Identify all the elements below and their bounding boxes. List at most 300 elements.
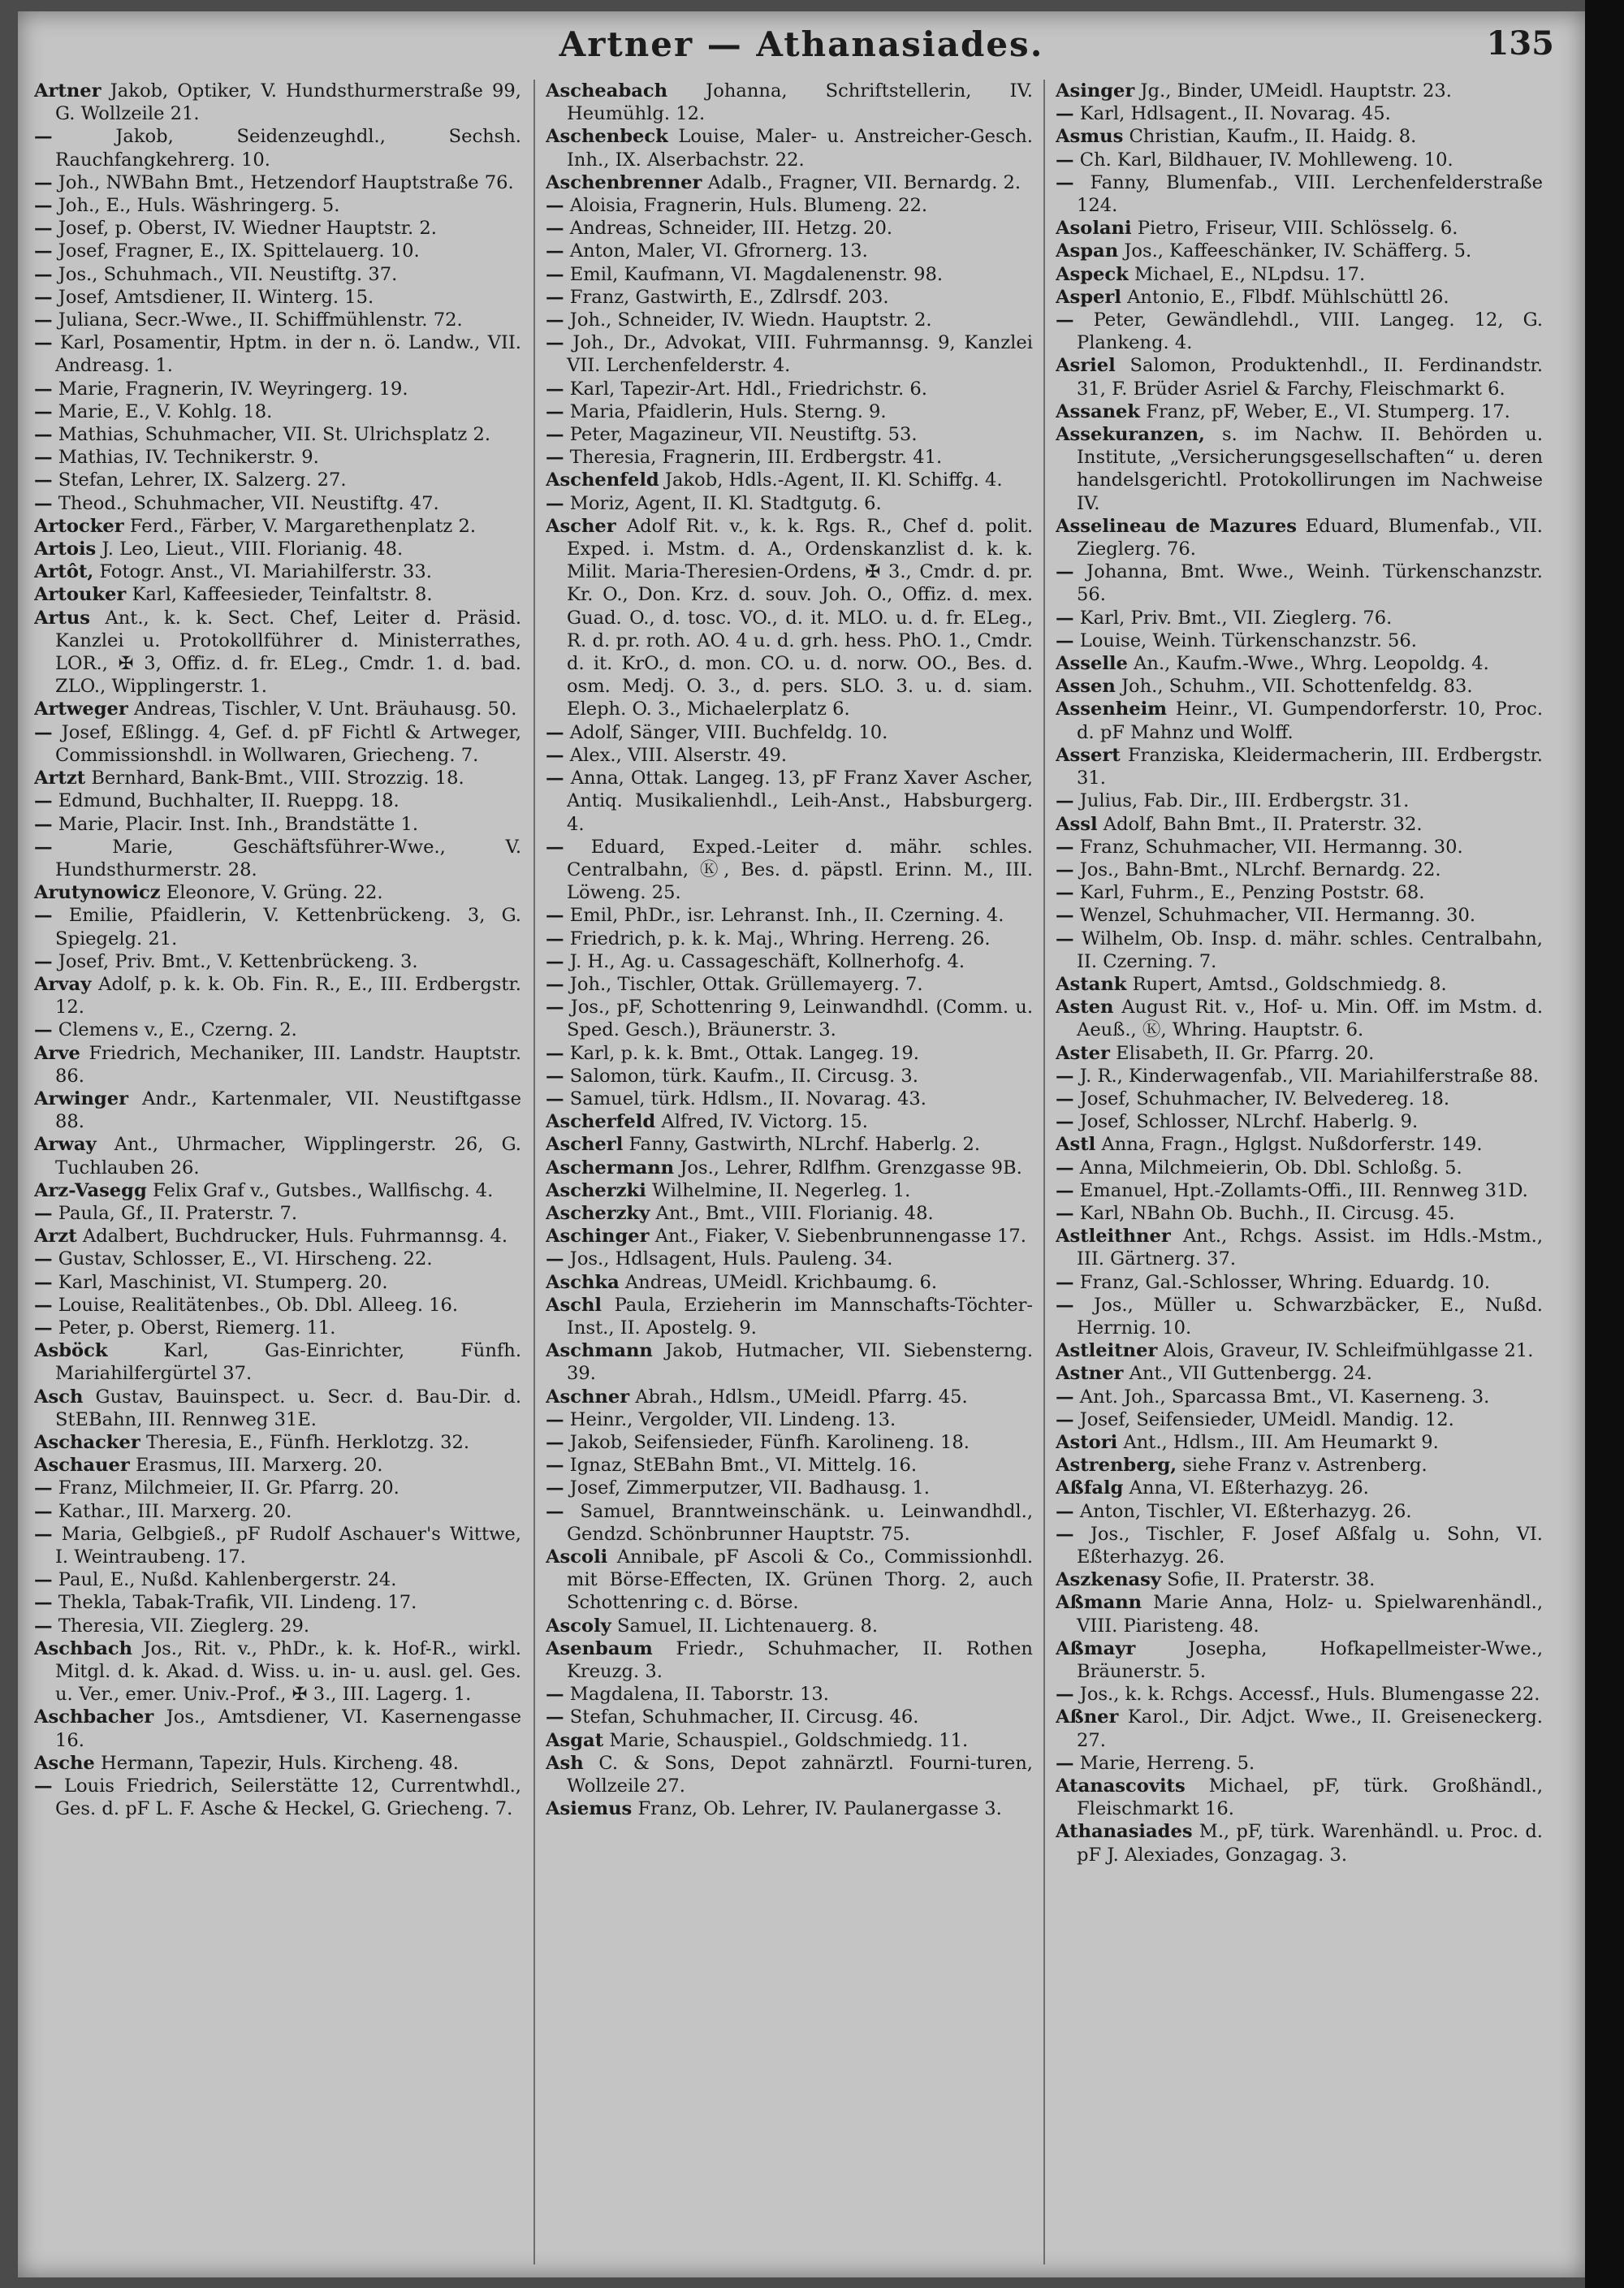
directory-entry	[546, 263, 1033, 286]
entry-name: —	[546, 1248, 564, 1270]
directory-entry	[34, 400, 521, 423]
directory-entry	[34, 1042, 521, 1088]
entry-name: —	[1056, 882, 1074, 904]
entry-text: Fanny, Gastwirth, NLrchf. Haberlg. 2.	[628, 1134, 980, 1156]
entry-text: Friedr., Schuhmacher, II. Rothen Kreuzg. 3.	[567, 1637, 1033, 1683]
directory-entry	[546, 744, 1033, 767]
entry-text: Josef, Zimmerputzer, VII. Badhausg. 1.	[569, 1477, 930, 1499]
entry-name: —	[34, 721, 53, 743]
directory-entry	[546, 1431, 1033, 1454]
directory-entry	[546, 1637, 1033, 1683]
entry-name: Aßmann	[1056, 1592, 1142, 1614]
directory-entry	[34, 721, 521, 767]
entry-name: —	[34, 126, 53, 148]
entry-text: Anna, Fragn., Hglgst. Nußdorferstr. 149.	[1101, 1134, 1483, 1156]
entry-text: Rupert, Amtsd., Goldschmiedg. 8.	[1132, 973, 1447, 995]
entry-text: Theresia, E., Fünfh. Herklotzg. 32.	[145, 1431, 470, 1453]
entry-name: Arzt	[34, 1226, 77, 1248]
entry-text: Paula, Gf., II. Praterstr. 7.	[58, 1202, 298, 1224]
entry-text: Franz, Schuhmacher, VII. Hermanng. 30.	[1079, 836, 1463, 858]
entry-text: Franz, Gastwirth, E., Zdlrsdf. 203.	[569, 286, 889, 308]
entry-name: Aschenbeck	[546, 126, 668, 148]
entry-text: Ant., k. k. Sect. Chef, Leiter d. Präsid. Kanzlei u. Protokollführer d. Ministerrathes, LOR., ✠ 3, Offiz. d. fr. ELeg., Cmdr. 1. d. bad. ZLO., Wipplingerstr. 1.	[55, 607, 521, 698]
entry-name: Arutynowicz	[34, 882, 161, 904]
entry-text: Kathar., III. Marxerg. 20.	[58, 1500, 292, 1522]
directory-entry	[546, 1339, 1033, 1385]
entry-name: —	[546, 1431, 564, 1453]
entry-name: Asch	[34, 1386, 84, 1408]
entry-name: —	[546, 1706, 564, 1728]
directory-entry	[1056, 1157, 1543, 1179]
directory-entry	[1056, 652, 1543, 675]
entry-text: Franz, Milchmeier, II. Gr. Pfarrg. 20.	[58, 1477, 400, 1499]
entry-name: —	[546, 195, 564, 217]
entry-text: Anton, Maler, VI. Gfrornerg. 13.	[569, 240, 868, 262]
entry-text: Alex., VIII. Alserstr. 49.	[569, 744, 788, 766]
entry-text: Marie, Schauspiel., Goldschmiedg. 11.	[609, 1729, 969, 1751]
directory-entry	[34, 1088, 521, 1133]
entry-text: Maria, Gelbgieß., pF Rudolf Aschauer's Wittwe, I. Weintraubeng. 17.	[55, 1523, 521, 1568]
directory-entry	[34, 492, 521, 515]
entry-text: Marie, Fragnerin, IV. Weyringerg. 19.	[58, 378, 408, 400]
page-number: 135	[1486, 24, 1554, 63]
entry-name: Atanascovits	[1056, 1775, 1186, 1797]
directory-entry	[1056, 309, 1543, 354]
entry-name: Aschenfeld	[546, 469, 659, 491]
directory-entry	[546, 423, 1033, 446]
entry-text: Samuel, türk. Hdlsm., II. Novarag. 43.	[569, 1088, 926, 1109]
directory-entry	[546, 469, 1033, 491]
entry-name: —	[1056, 1752, 1074, 1774]
entry-name: Aschenbrenner	[546, 171, 702, 193]
entry-name: Artois	[34, 538, 97, 560]
directory-entry	[1056, 881, 1543, 904]
entry-name: Asten	[1056, 997, 1114, 1019]
entry-name: —	[1056, 1684, 1074, 1706]
directory-entry	[34, 1454, 521, 1477]
entry-name: Artôt,	[34, 561, 94, 583]
entry-text: Stefan, Lehrer, IX. Salzerg. 27.	[58, 469, 347, 491]
entry-name: —	[34, 1271, 53, 1293]
entry-text: Louise, Weinh. Türkenschanzstr. 56.	[1079, 629, 1417, 651]
entry-name: Aschinger	[546, 1226, 650, 1248]
entry-text: Eduard, Blumenfab., VII. Zieglerg. 76.	[1077, 515, 1543, 560]
directory-entry	[34, 836, 521, 881]
entry-text: Karl, Tapezir-Art. Hdl., Friedrichstr. 6.	[569, 378, 927, 400]
directory-entry	[34, 515, 521, 538]
directory-entry	[1056, 286, 1543, 309]
entry-name: —	[546, 721, 564, 743]
directory-entry	[1056, 1408, 1543, 1431]
entry-text: Sofie, II. Praterstr. 38.	[1167, 1569, 1376, 1591]
directory-entry	[1056, 1225, 1543, 1270]
directory-entry	[1056, 607, 1543, 629]
entry-text: Joh., Dr., Advokat, VIII. Fuhrmannsg. 9, Kanzlei VII. Lerchenfelderstr. 4.	[567, 332, 1033, 377]
directory-entry	[1056, 400, 1543, 423]
directory-entry	[1056, 125, 1543, 148]
directory-entry	[34, 286, 521, 309]
entry-text: Edmund, Buchhalter, II. Rueppg. 18.	[58, 790, 400, 812]
entry-name: Asiemus	[546, 1798, 633, 1820]
entry-name: —	[546, 1408, 564, 1430]
entry-name: —	[1056, 1065, 1074, 1087]
entry-name: —	[546, 997, 564, 1019]
entry-text: Theresia, Fragnerin, III. Erdbergstr. 41.	[569, 447, 943, 469]
entry-text: Peter, p. Oberst, Riemerg. 11.	[58, 1317, 336, 1339]
entry-text: Ant., Fiaker, V. Siebenbrunnengasse 17.	[654, 1226, 1026, 1248]
entry-name: Ascherzky	[546, 1202, 650, 1224]
directory-entry	[1056, 102, 1543, 125]
directory-entry	[1056, 1431, 1543, 1454]
directory-entry	[1056, 240, 1543, 262]
directory-entry	[34, 446, 521, 469]
directory-entry	[546, 515, 1033, 721]
directory-entry	[34, 217, 521, 240]
entry-text: Magdalena, II. Taborstr. 13.	[569, 1684, 829, 1706]
directory-entry	[34, 1248, 521, 1270]
entry-name: Aster	[1056, 1042, 1110, 1064]
entry-text: Anton, Tischler, VI. Eßterhazyg. 26.	[1079, 1500, 1412, 1522]
entry-name: —	[34, 492, 53, 514]
directory-entry	[34, 378, 521, 400]
entry-name: Ascherl	[546, 1134, 624, 1156]
entry-text: Josef, p. Oberst, IV. Wiedner Hauptstr. 2.	[58, 218, 437, 240]
entry-text: Anna, Milchmeierin, Ob. Dbl. Schloßg. 5.	[1079, 1157, 1462, 1179]
entry-text: Jg., Binder, UMeidl. Hauptstr. 23.	[1140, 80, 1452, 102]
directory-entry	[546, 928, 1033, 950]
entry-name: Asselle	[1056, 653, 1128, 675]
entry-name: Aschauer	[34, 1455, 130, 1477]
directory-entry	[1056, 1706, 1543, 1751]
entry-name: Aszkenasy	[1056, 1569, 1162, 1591]
entry-text: Samuel, Branntweinschänk. u. Leinwandhdl., Gendzd. Schönbrunner Hauptstr. 75.	[567, 1500, 1033, 1545]
directory-entry	[546, 1797, 1033, 1820]
directory-entry	[34, 1775, 521, 1820]
entry-name: —	[34, 469, 53, 491]
entry-name: Artocker	[34, 515, 124, 537]
entry-name: Astleitner	[1056, 1340, 1158, 1362]
entry-text: Theresia, VII. Zieglerg. 29.	[58, 1615, 310, 1637]
entry-text: Adalb., Fragner, VII. Bernardg. 2.	[707, 171, 1021, 193]
entry-text: Mathias, Schuhmacher, VII. St. Ulrichsplatz 2.	[58, 424, 491, 446]
entry-text: Heinr., Vergolder, VII. Lindeng. 13.	[569, 1408, 896, 1430]
entry-name: —	[34, 1592, 53, 1614]
entry-text: Ant., Hdlsm., III. Am Heumarkt 9.	[1123, 1431, 1439, 1453]
entry-name: —	[546, 1477, 564, 1499]
entry-text: Josepha, Hofkapellmeister-Wwe., Bräunerstr. 5.	[1077, 1637, 1543, 1683]
directory-entry	[34, 1591, 521, 1614]
entry-name: —	[1056, 1202, 1074, 1224]
directory-entry	[34, 767, 521, 789]
entry-name: —	[34, 836, 53, 858]
entry-name: Asmus	[1056, 126, 1124, 148]
entry-text: Louise, Maler- u. Anstreicher-Gesch. Inh., IX. Alserbachstr. 22.	[567, 126, 1033, 171]
entry-name: —	[1056, 1500, 1074, 1522]
directory-entry	[1056, 1454, 1543, 1477]
entry-text: Fotogr. Anst., VI. Mariahilferstr. 33.	[99, 561, 432, 583]
directory-entry	[546, 1202, 1033, 1225]
directory-entry	[1056, 80, 1543, 102]
entry-text: Marie, Herreng. 5.	[1079, 1752, 1255, 1774]
entry-name: Asselineau de Mazures	[1056, 515, 1298, 537]
directory-entry	[34, 309, 521, 331]
directory-entry	[546, 1752, 1033, 1797]
entry-name: Ascherzki	[546, 1179, 646, 1201]
entry-name: —	[546, 1684, 564, 1706]
directory-entry	[546, 194, 1033, 217]
entry-text: Karl, Fuhrm., E., Penzing Poststr. 68.	[1079, 882, 1425, 904]
entry-name: —	[34, 1523, 53, 1545]
entry-text: Julius, Fab. Dir., III. Erdbergstr. 31.	[1079, 790, 1410, 812]
directory-entry	[34, 607, 521, 699]
entry-name: —	[546, 973, 564, 995]
directory-entry	[34, 194, 521, 217]
directory-entry	[546, 767, 1033, 836]
entry-name: Asenbaum	[546, 1637, 653, 1659]
entry-text: Eleonore, V. Grüng. 22.	[166, 882, 383, 904]
entry-text: Jakob, Seidenzeughdl., Sechsh. Rauchfangkehrerg. 10.	[55, 126, 521, 171]
entry-name: —	[34, 1775, 53, 1797]
directory-entry	[1056, 675, 1543, 698]
directory-entry	[34, 1225, 521, 1248]
directory-entry	[1056, 560, 1543, 606]
entry-name: —	[34, 1202, 53, 1224]
entry-name: Aschka	[546, 1271, 620, 1293]
entry-name: —	[1056, 790, 1074, 812]
directory-entry	[1056, 515, 1543, 560]
directory-entry	[1056, 354, 1543, 400]
entry-text: Alfred, IV. Victorg. 15.	[661, 1111, 868, 1133]
entry-text: Gustav, Bauinspect. u. Secr. d. Bau-Dir. d. StEBahn, III. Rennweg 31E.	[55, 1386, 521, 1430]
entry-text: Josef, Fragner, E., IX. Spittelauerg. 10.	[58, 240, 420, 262]
directory-entry	[34, 789, 521, 812]
directory-entry	[34, 813, 521, 836]
entry-text: Friedrich, p. k. k. Maj., Whring. Herreng. 26.	[569, 928, 991, 949]
entry-text: J. R., Kinderwagenfab., VII. Mariahilferstraße 88.	[1079, 1065, 1540, 1087]
entry-name: Ascoli	[546, 1546, 608, 1568]
entry-name: —	[34, 171, 53, 193]
entry-name: —	[546, 1500, 564, 1522]
directory-entry	[34, 240, 521, 262]
entry-text: Michael, E., NLpdsu. 17.	[1134, 263, 1366, 285]
directory-entry	[1056, 1294, 1543, 1339]
entry-name: Astori	[1056, 1431, 1118, 1453]
entry-name: —	[546, 950, 564, 972]
directory-entry	[1056, 1523, 1543, 1568]
entry-name: Arz-Vasegg	[34, 1179, 147, 1201]
entry-text: Ant., Uhrmacher, Wipplingerstr. 26, G. Tuchlauben 26.	[55, 1134, 521, 1179]
directory-entry	[546, 1729, 1033, 1752]
entry-name: —	[546, 492, 564, 514]
directory-entry	[546, 721, 1033, 744]
entry-name: Asböck	[34, 1340, 108, 1362]
directory-entry	[34, 538, 521, 560]
entry-name: —	[1056, 149, 1074, 171]
entry-name: —	[34, 905, 53, 927]
directory-entry	[546, 1546, 1033, 1615]
entry-name: —	[1056, 309, 1074, 331]
entry-name: Aßner	[1056, 1706, 1119, 1728]
entry-name: —	[1056, 1294, 1074, 1316]
entry-text: Salomon, Produktenhdl., II. Ferdinandstr. 31, F. Brüder Asriel & Farchy, Fleischmarkt 6.	[1077, 355, 1543, 400]
directory-entry	[546, 125, 1033, 171]
directory-entry	[34, 1615, 521, 1637]
entry-name: —	[546, 744, 564, 766]
directory-entry	[34, 171, 521, 194]
entry-name: Aschl	[546, 1294, 603, 1316]
directory-entry	[1056, 1339, 1543, 1362]
entry-text: Franziska, Kleidermacherin, III. Erdbergstr. 31.	[1077, 744, 1543, 789]
entry-name: —	[1056, 629, 1074, 651]
entry-name: —	[34, 240, 53, 262]
entry-text: Friedrich, Mechaniker, III. Landstr. Hauptstr. 86.	[55, 1042, 521, 1087]
directory-entry	[1056, 973, 1543, 996]
directory-entry	[546, 1477, 1033, 1499]
entry-text: Andr., Kartenmaler, VII. Neustiftgasse 88.	[55, 1088, 521, 1133]
entry-text: Joh., Tischler, Ottak. Grüllemayerg. 7.	[569, 973, 923, 995]
entry-name: —	[1056, 561, 1074, 583]
entry-name: —	[34, 195, 53, 217]
entry-text: Jakob, Seifensieder, Fünfh. Karolineng. 18.	[569, 1431, 970, 1453]
entry-text: Paul, E., Nußd. Kahlenbergerstr. 24.	[58, 1569, 397, 1591]
directory-entry	[546, 1248, 1033, 1270]
entry-name: —	[34, 424, 53, 446]
entry-text: Emil, Kaufmann, VI. Magdalenenstr. 98.	[569, 263, 944, 285]
entry-text: Ignaz, StEBahn Bmt., VI. Mittelg. 16.	[569, 1455, 917, 1477]
directory-entry	[1056, 1386, 1543, 1408]
directory-entry	[1056, 1065, 1543, 1088]
directory-entry	[546, 492, 1033, 515]
directory-entry	[1056, 1042, 1543, 1065]
entry-name: —	[1056, 1523, 1074, 1545]
entry-text: Josef, Schlosser, NLrchf. Haberlg. 9.	[1079, 1111, 1419, 1133]
directory-entry	[546, 1271, 1033, 1294]
entry-name: —	[1056, 928, 1074, 949]
entry-text: siehe Franz v. Astrenberg.	[1182, 1455, 1427, 1477]
directory-entry	[34, 583, 521, 606]
directory-entry	[546, 973, 1033, 996]
entry-name: Astrenberg,	[1056, 1455, 1177, 1477]
entry-name: —	[546, 263, 564, 285]
directory-entry	[546, 446, 1033, 469]
entry-name: Assert	[1056, 744, 1121, 766]
directory-entry	[546, 1088, 1033, 1110]
entry-text: August Rit. v., Hof- u. Min. Off. im Mstm. d. Aeuß., Ⓚ, Whring. Hauptstr. 6.	[1077, 997, 1543, 1041]
entry-text: Emil, PhDr., isr. Lehranst. Inh., II. Czerning. 4.	[569, 905, 1004, 927]
entry-text: Fanny, Blumenfab., VIII. Lerchenfelderstraße 124.	[1077, 171, 1543, 217]
entry-text: Abrah., Hdlsm., UMeidl. Pfarrg. 45.	[635, 1386, 968, 1408]
entry-name: Ascheabach	[546, 80, 668, 102]
entry-name: —	[546, 309, 564, 331]
entry-text: Mathias, IV. Technikerstr. 9.	[58, 447, 319, 469]
entry-text: Johanna, Schriftstellerin, IV. Heumühlg. 12.	[567, 80, 1033, 125]
entry-name: —	[546, 240, 564, 262]
entry-name: Aschermann	[546, 1157, 675, 1179]
directory-entry	[546, 1133, 1033, 1156]
entry-text: Marie Anna, Holz- u. Spielwarenhändl., VIII. Piaristeng. 48.	[1077, 1592, 1543, 1637]
entry-name: —	[34, 950, 53, 972]
entry-name: —	[1056, 103, 1074, 125]
entry-text: Adolf, p. k. k. Ob. Fin. R., E., III. Erdbergstr. 12.	[55, 973, 521, 1019]
entry-name: Assekuranzen,	[1056, 424, 1205, 446]
directory-entry	[1056, 217, 1543, 240]
entry-text: Peter, Magazineur, VII. Neustiftg. 53.	[569, 424, 918, 446]
entry-text: Jos., Amtsdiener, VI. Kasernengasse 16.	[55, 1706, 521, 1751]
directory-entry	[1056, 423, 1543, 515]
directory-page	[18, 11, 1585, 2277]
entry-text: Adolf, Bahn Bmt., II. Praterstr. 32.	[1103, 813, 1423, 835]
entry-name: Ascher	[546, 515, 616, 537]
entry-name: Aschbacher	[34, 1706, 154, 1728]
directory-entry	[1056, 149, 1543, 171]
entry-text: Karol., Dir. Adjct. Wwe., II. Greiseneckerg. 27.	[1077, 1706, 1543, 1751]
entry-name: —	[34, 286, 53, 308]
directory-entry	[546, 1225, 1033, 1248]
directory-entry	[34, 469, 521, 491]
entry-text: Ant. Joh., Sparcassa Bmt., VI. Kaserneng. 3.	[1079, 1386, 1490, 1408]
entry-name: —	[34, 1569, 53, 1591]
directory-entry	[1056, 1202, 1543, 1225]
entry-name: —	[34, 1615, 53, 1637]
entry-name: —	[546, 400, 564, 422]
entry-text: Juliana, Secr.-Wwe., II. Schiffmühlenstr. 72.	[58, 309, 463, 331]
directory-entry	[1056, 1591, 1543, 1637]
entry-text: Hermann, Tapezir, Huls. Kircheng. 48.	[101, 1752, 459, 1774]
directory-entry	[1056, 1362, 1543, 1385]
entry-text: s. im Nachw. II. Behörden u. Institute, „Versicherungsgesellschaften“ u. deren handelsgerichtl. Protokollirungen im Nachweise IV.	[1077, 424, 1543, 514]
entry-text: Marie, Placir. Inst. Inh., Brandstätte 1.	[58, 813, 418, 835]
directory-entry	[1056, 1271, 1543, 1294]
entry-text: Ant., Rchgs. Assist. im Hdls.-Mstm., III. Gärtnerg. 37.	[1077, 1226, 1543, 1270]
entry-text: Paula, Erzieherin im Mannschafts-Töchter-Inst., II. Apostelg. 9.	[567, 1294, 1033, 1339]
directory-entry	[546, 996, 1033, 1041]
directory-entry	[34, 698, 521, 720]
directory-entry	[1056, 1088, 1543, 1110]
directory-entry	[1056, 171, 1543, 217]
directory-entry	[34, 1637, 521, 1706]
entry-name: —	[1056, 859, 1074, 880]
directory-entry	[1056, 1637, 1543, 1683]
directory-entry	[546, 904, 1033, 927]
entry-text: Michael, pF, türk. Großhändl., Fleischmarkt 16.	[1077, 1775, 1543, 1820]
directory-entry	[546, 1065, 1033, 1088]
entry-text: Jos., Schuhmach., VII. Neustiftg. 37.	[58, 263, 398, 285]
entry-text: Marie, Geschäftsführer-Wwe., V. Hundsthurmerstr. 28.	[55, 836, 521, 880]
entry-name: Astank	[1056, 973, 1127, 995]
entry-name: —	[34, 1248, 53, 1270]
entry-name: Astleithner	[1056, 1226, 1171, 1248]
entry-text: Thekla, Tabak-Trafik, VII. Lindeng. 17.	[58, 1592, 417, 1614]
entry-text: Jos., Müller u. Schwarzbäcker, E., Nußd. Herrnig. 10.	[1077, 1294, 1543, 1339]
entry-text: Andreas, Schneider, III. Hetzg. 20.	[569, 218, 893, 240]
entry-name: Artus	[34, 607, 91, 629]
entry-text: Jakob, Hdls.-Agent, II. Kl. Schiffg. 4.	[664, 469, 1003, 491]
entry-name: —	[1056, 836, 1074, 858]
entry-text: Jos., Kaffeeschänker, IV. Schäfferg. 5.	[1124, 240, 1472, 262]
directory-entry	[34, 881, 521, 904]
directory-entry	[546, 1500, 1033, 1546]
entry-name: Asolani	[1056, 218, 1132, 240]
entry-text: Jos., k. k. Rchgs. Accessf., Huls. Blumengasse 22.	[1079, 1684, 1540, 1706]
directory-entry	[1056, 836, 1543, 859]
directory-entry	[546, 309, 1033, 331]
directory-entry	[34, 1133, 521, 1179]
entry-name: Aßmayr	[1056, 1637, 1136, 1659]
entry-name: Assen	[1056, 676, 1116, 698]
entry-name: —	[34, 1317, 53, 1339]
entry-name: —	[34, 790, 53, 812]
directory-entry	[34, 1019, 521, 1041]
